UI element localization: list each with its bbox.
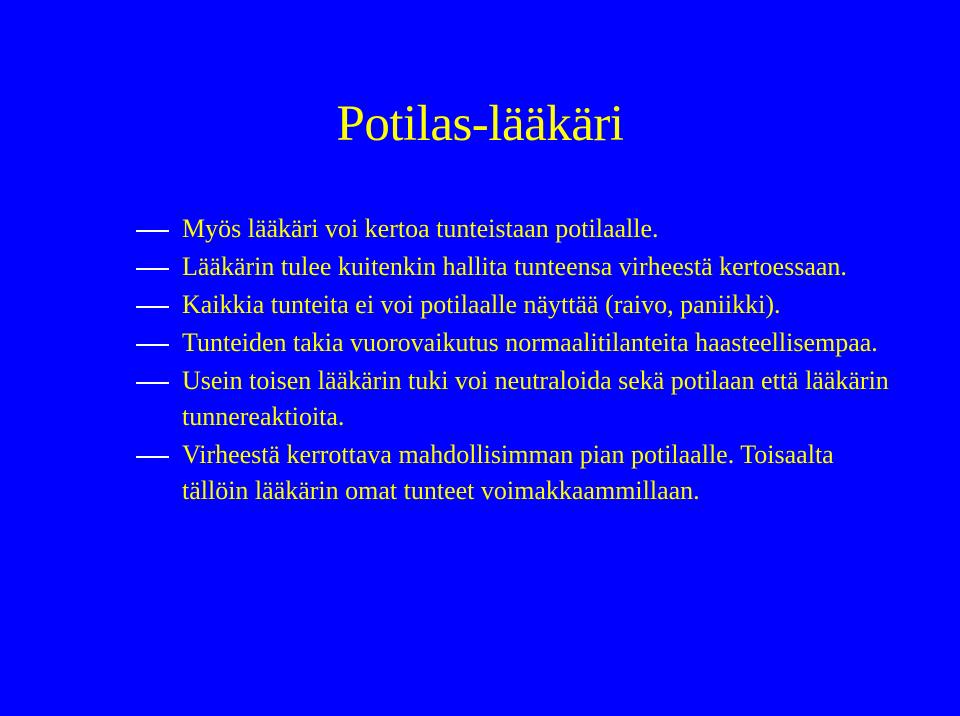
bullet-list [0, 211, 960, 511]
bullet-text: Virheestä kerrottava mahdollisimman pian potilaalle. Toisaalta tällöin lääkärin omat tunteet voimakkaammillaan. [182, 440, 834, 505]
bullet-text: Myös lääkäri voi kertoa tunteistaan potilaalle. [182, 214, 659, 243]
bullet-item-4 [0, 325, 960, 361]
bullet-item-2 [0, 249, 960, 285]
bullet-item-6 [0, 437, 960, 509]
bullet-item-5 [0, 363, 960, 435]
bullet-text: Tunteiden takia vuorovaikutus normaalitilanteita haasteellisempaa. [182, 328, 878, 357]
bullet-item-1 [0, 211, 960, 247]
dash-icon [136, 382, 169, 384]
dash-icon [136, 268, 169, 270]
dash-icon [136, 344, 169, 346]
bullet-text: Lääkärin tulee kuitenkin hallita tunteensa virheestä kertoessaan. [182, 252, 847, 281]
dash-icon [136, 230, 169, 232]
bullet-text: Usein toisen lääkärin tuki voi neutraloida sekä potilaan että lääkärin tunnereaktioita. [182, 366, 889, 431]
dash-icon [136, 306, 169, 308]
dash-icon [136, 456, 169, 458]
bullet-text: Kaikkia tunteita ei voi potilaalle näyttää (raivo, paniikki). [182, 290, 781, 319]
slide-title: Potilas-lääkäri [336, 96, 624, 152]
bullet-item-3 [0, 287, 960, 323]
